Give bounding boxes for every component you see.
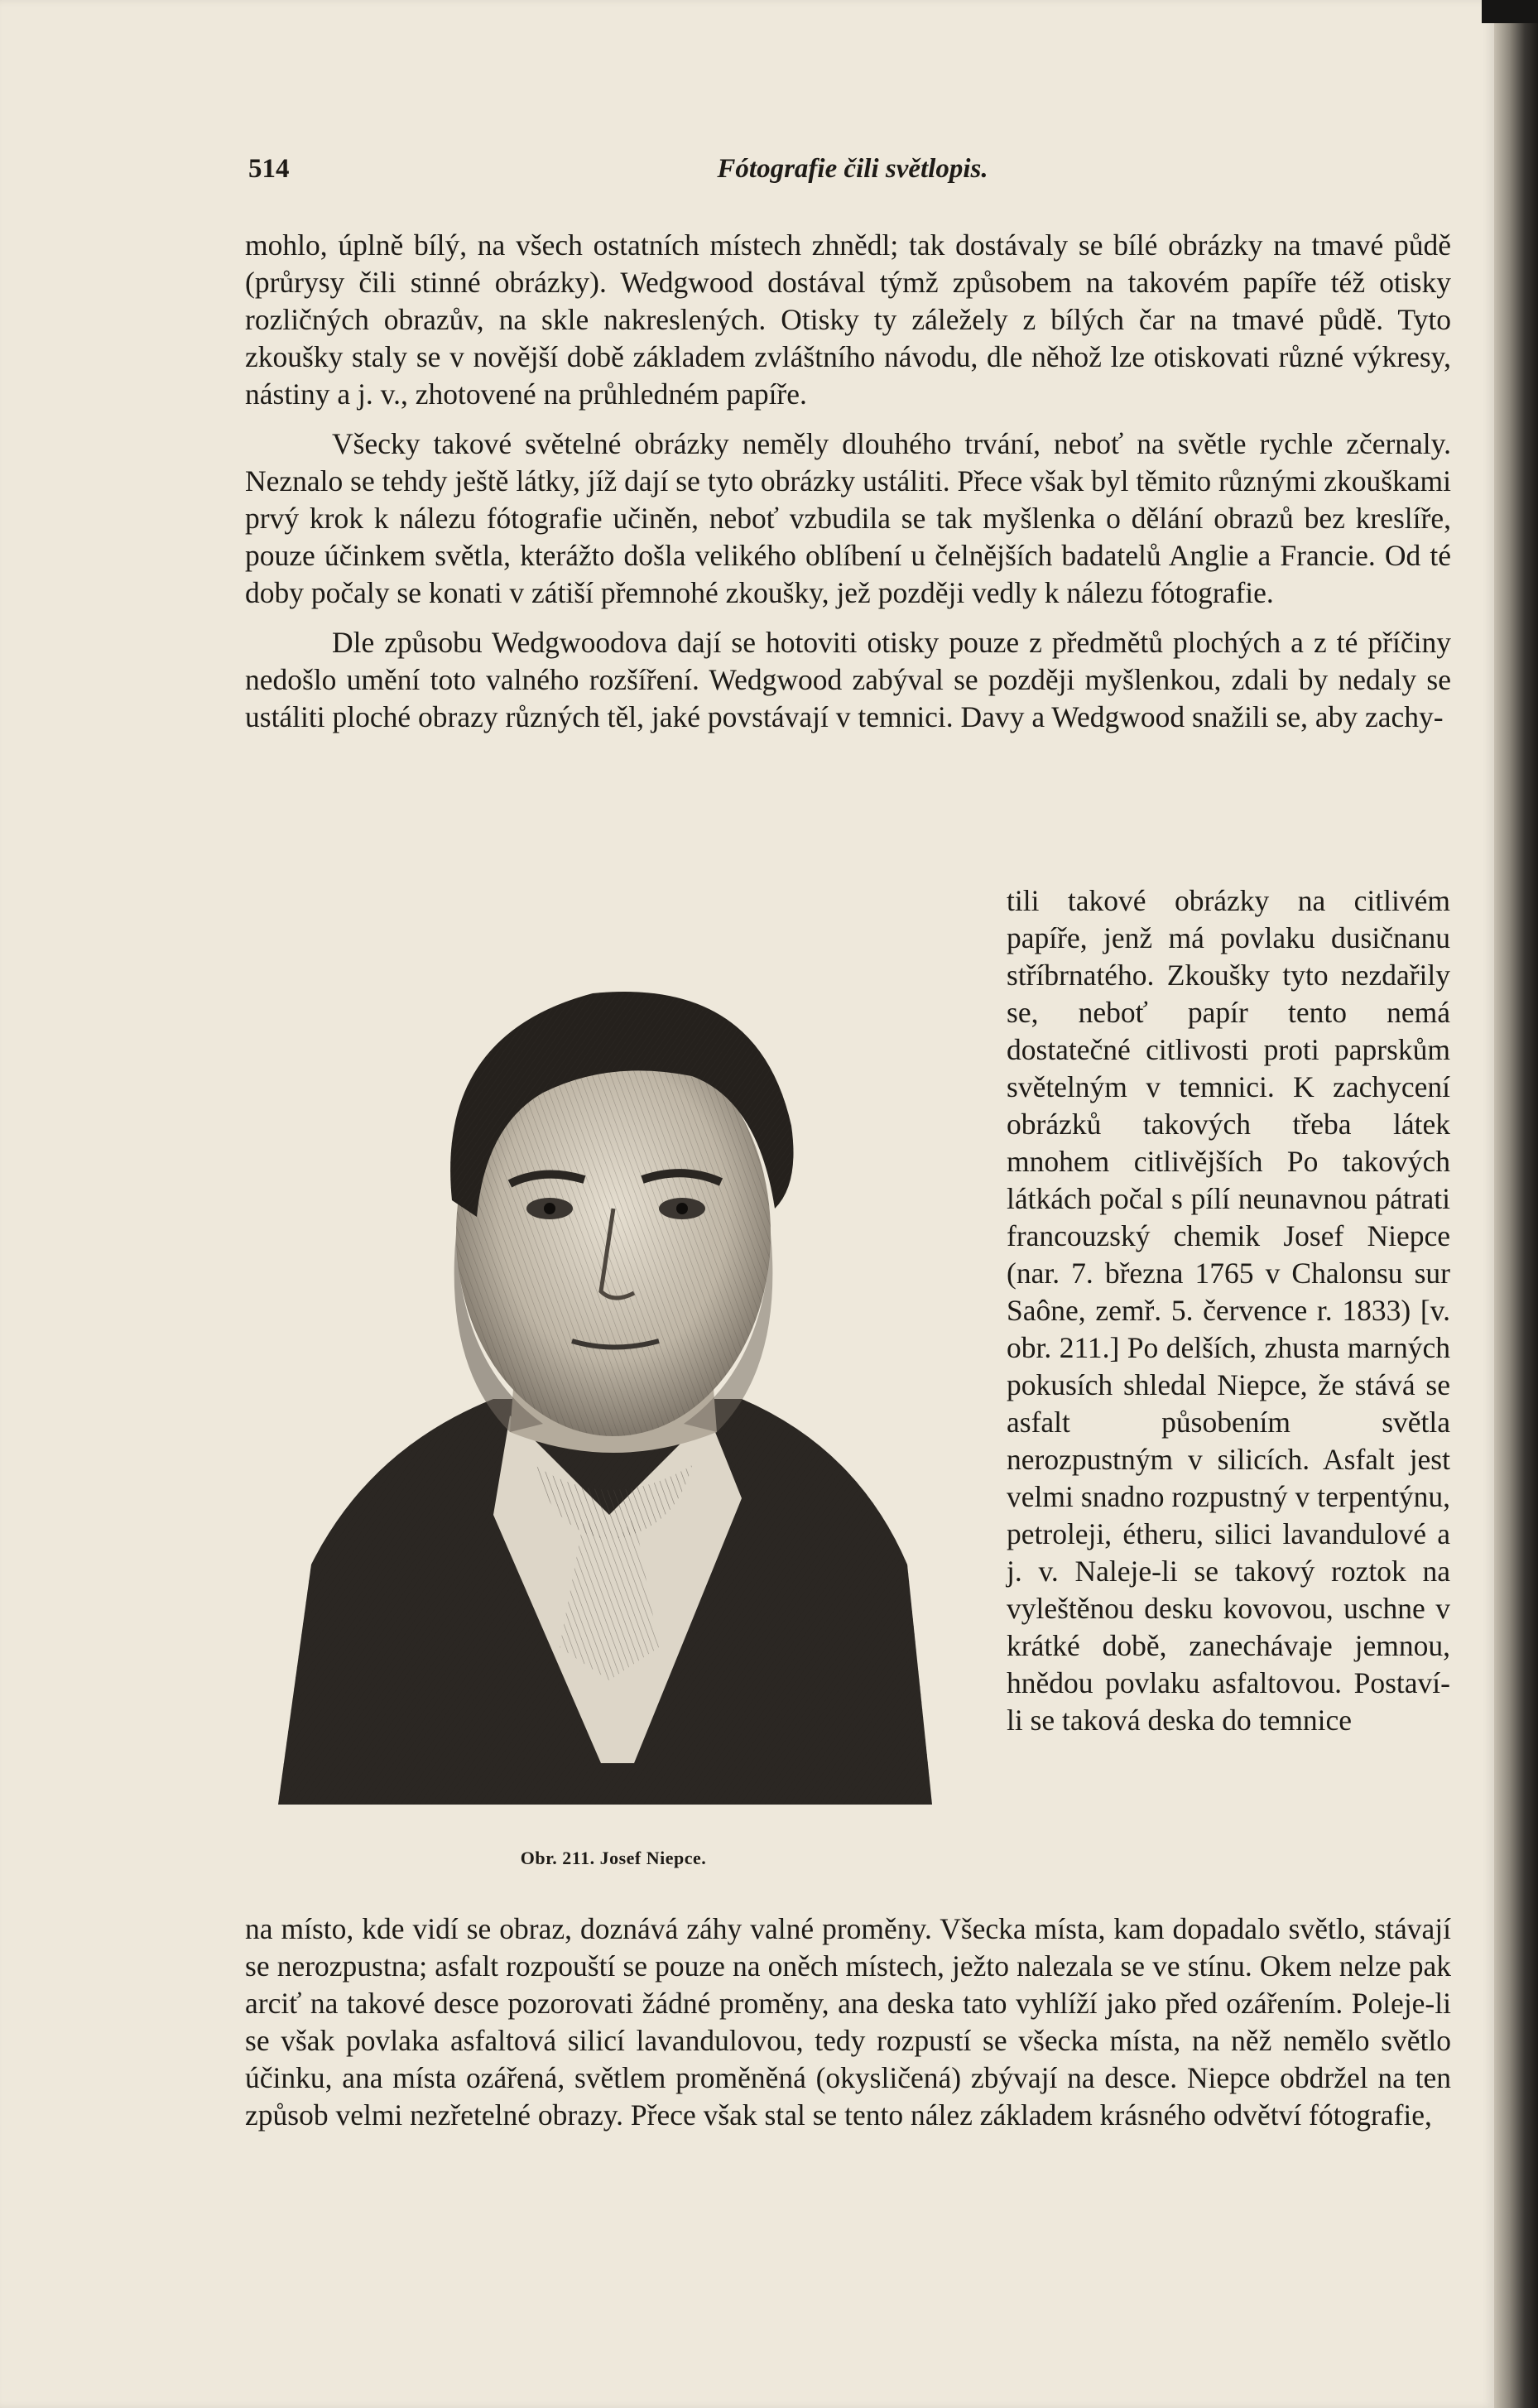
side-column-text	[1007, 882, 1450, 1739]
page-header	[248, 154, 1457, 195]
side-paragraph: tili takové obrázky na citlivém papíře, jenž má povlaku dusičnanu stříbrnatého. Zkoušky tyto nezdařily se, neboť papír tento nemá dostatečné citlivosti proti paprskům světelným v temnici. K zachycení obrázků takových třeba látek mnohem citlivějších Po takových látkách počal s pílí neunavnou pátrati francouzský chemik Josef Niepce (nar. 7. března 1765 v Chalonsu sur Saône, zemř. 5. července r. 1833) [v. obr. 211.] Po delších, zhusta marných pokusích shledal Niepce, že stává se asfalt působením světla nerozpustným v silicích. Asfalt jest velmi snadno rozpustný v terpentýnu, petroleji, étheru, silici lavandulové a j. v. Naleje-li se takový roztok na vyleštěnou desku kovovou, uschne v krátké době, zanechávaje jemnou, hnědou povlaku asfaltovou. Postaví-li se taková deska do temnice	[1007, 884, 1450, 1737]
main-text	[245, 227, 1451, 736]
portrait-figure	[245, 935, 982, 1887]
book-spine	[1494, 0, 1538, 2408]
spine-shadow	[1482, 0, 1538, 23]
figure-caption: Obr. 211. Josef Niepce.	[520, 1848, 707, 1868]
paragraph-1: mohlo, úplně bílý, na všech ostatních místech zhnědl; tak dostávaly se bílé obrázky na tmavé půdě (průrysy čili stinné obrázky). Wedgwood dostával týmž způsobem na takovém papíře též otisky rozličných obrazův, na skle nakreslených. Otisky ty záležely z bílých čar na tmavé půdě. Tyto zkoušky staly se v novější době základem zvláštního návodu, dle něhož lze otiskovati různé výkresy, nástiny a j. v., zhotovené na průhledném papíře.	[245, 228, 1451, 411]
portrait-engraving-illustration	[245, 935, 982, 1838]
page-number: 514	[248, 154, 290, 184]
paragraph-3: Dle způsobu Wedgwoodova dají se hotoviti otisky pouze z předmětů plochých a z té příčiny nedošlo umění toto valného rozšíření. Wedgwood zabýval se později myšlenkou, zdali by nedaly se ustáliti ploché obrazy různých těl, jaké povstávají v temnici. Davy a Wedgwood snažili se, aby zachy-	[245, 626, 1451, 733]
running-title: Fótografie čili světlopis.	[717, 154, 988, 184]
bottom-text	[245, 1911, 1451, 2134]
bottom-paragraph: na místo, kde vidí se obraz, doznává záhy valné proměny. Všecka místa, kam dopadalo světlo, stávají se nerozpustna; asfalt rozpouští se pouze na oněch místech, ježto nalezala se ve stínu. Okem nelze pak arciť na takové desce pozorovati žádné proměny, ana deska tato vyhlíží jako před ozářením. Poleje-li se však povlaka asfaltová silicí lavandulovou, tedy rozpustí se všecka místa, na něž nemělo světlo účinku, ana místa ozářená, světlem proměněná (okysličená) zbývají na desce. Niepce obdržel na ten způsob velmi nezřetelné obrazy. Přece však stal se tento nález základem krásného odvětví fótografie,	[245, 1912, 1451, 2132]
paragraph-2: Všecky takové světelné obrázky neměly dlouhého trvání, neboť na světle rychle zčernaly. Neznalo se tehdy ještě látky, jíž dají se tyto obrázky ustáliti. Přece však byl těmito různými zkouškami prvý krok k nálezu fótografie učiněn, neboť vzbudila se tak myšlenka o dělání obrazů bez kreslíře, pouze účinkem světla, kterážto došla velikého oblíbení u čelnějších badatelů Anglie a Francie. Od té doby počaly se konati v zátiší přemnohé zkoušky, jež později vedly k nálezu fótografie.	[245, 427, 1451, 609]
